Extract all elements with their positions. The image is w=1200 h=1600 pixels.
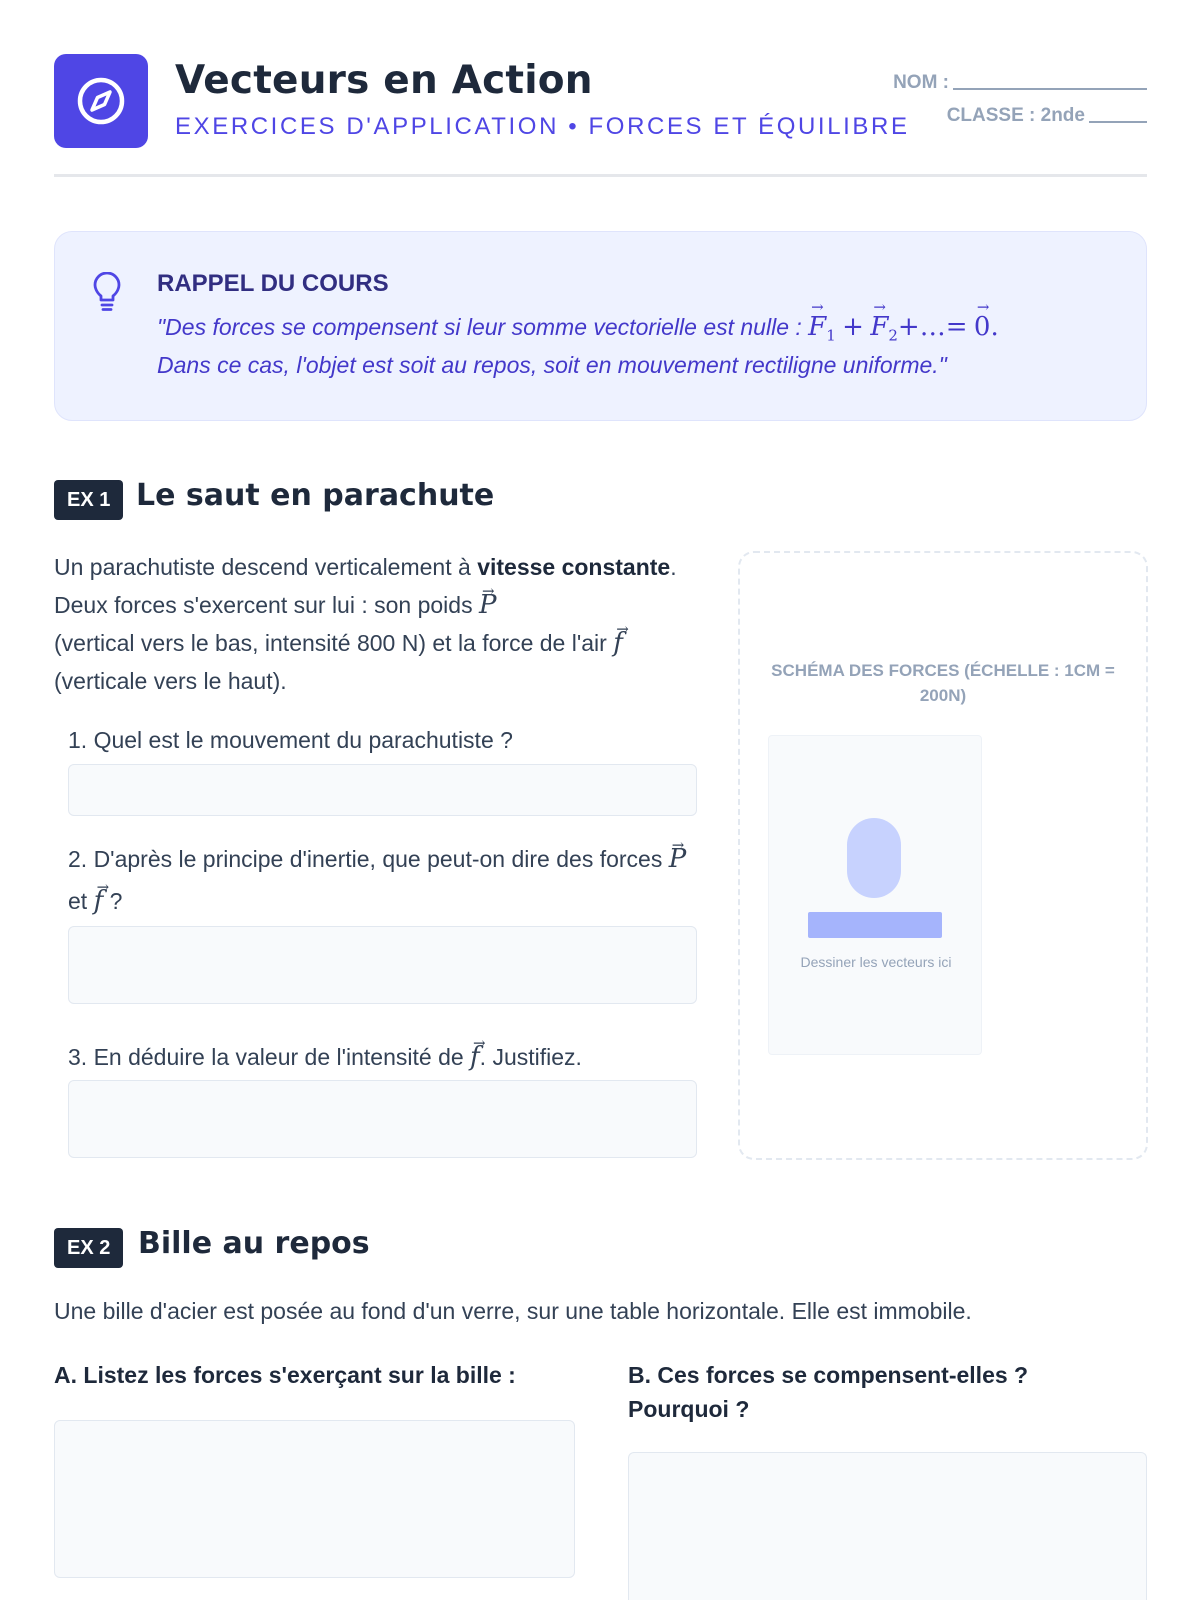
diagram-title: SCHÉMA DES FORCES (ÉCHELLE : 1CM = 200N) (771, 661, 1115, 705)
recall-line-1-text: "Des forces se compensent si leur somme vectorielle est nulle : (157, 314, 802, 340)
exercise-tag: EX 2 (54, 1228, 123, 1268)
exercise-title: Bille au repos (138, 1226, 370, 1261)
name-field[interactable] (893, 72, 1147, 94)
answer-box-b[interactable] (628, 1452, 1147, 1600)
question-1: 1. Quel est le mouvement du parachutiste ? (68, 727, 513, 753)
recall-line-2: Dans ce cas, l'objet est soit au repos, soit en mouvement rectiligne uniforme." (157, 352, 947, 378)
vector-p-symbol: → P (479, 586, 497, 624)
question-2-text: et (68, 888, 88, 914)
class-blank-line (1089, 121, 1147, 123)
formula-vector-f: → F (870, 312, 888, 342)
recall-title: RAPPEL DU COURS (157, 270, 389, 297)
parachutist-drawing-card[interactable] (768, 735, 982, 1055)
formula-vector-f: → F (808, 312, 826, 342)
intro-bold-text: vitesse constante (477, 554, 671, 580)
page-title: Vecteurs en Action (175, 58, 593, 103)
exercise-title: Le saut en parachute (136, 478, 495, 513)
diagram-caption: Dessiner les vecteurs ici (800, 954, 952, 970)
question-3-text: 3. En déduire la valeur de l'intensité de (68, 1044, 464, 1070)
course-recall-box (54, 231, 1147, 421)
vector-f-symbol: → f (613, 624, 623, 662)
logo (54, 54, 148, 148)
exercise-intro (54, 548, 714, 700)
answer-box-1[interactable] (68, 764, 697, 816)
question-a: A. Listez les forces s'exerçant sur la bille : (54, 1362, 516, 1388)
class-label: CLASSE : 2nde (946, 105, 1085, 126)
vector-f-symbol: → f (94, 880, 104, 922)
name-label: NOM : (893, 72, 949, 93)
page-subtitle: EXERCICES D'APPLICATION • FORCES ET ÉQUILIBRE (175, 113, 910, 140)
intro-text: (vertical vers le bas, intensité 800 N) et la force de l'air (54, 630, 607, 656)
header-divider (54, 174, 1147, 177)
answer-box-3[interactable] (68, 1080, 697, 1158)
exercise-tag: EX 1 (54, 480, 123, 520)
intro-text: . Deux forces s'exercent sur lui : son poids (54, 554, 677, 618)
formula-vector-zero: → 0 (974, 312, 991, 342)
answer-box-2[interactable] (68, 926, 697, 1004)
question-b: B. Ces forces se compensent-elles ? Pourquoi ? (628, 1362, 1029, 1422)
vector-f-symbol: → f (470, 1036, 480, 1078)
intro-text: Un parachutiste descend verticalement à (54, 554, 471, 580)
lightbulb-icon (93, 272, 121, 317)
question-3 (68, 1036, 708, 1078)
vector-p-symbol: → P (669, 838, 687, 880)
question-2-text: ? (109, 888, 123, 914)
parachutist-body-shape (808, 912, 942, 938)
question-2 (68, 838, 708, 922)
answer-box-a[interactable] (54, 1420, 575, 1578)
intro-text: (verticale vers le haut). (54, 668, 287, 694)
class-field[interactable] (947, 105, 1147, 127)
question-3-text: . Justifiez. (479, 1044, 582, 1070)
force-diagram-area[interactable] (738, 551, 1148, 1160)
name-blank-line (953, 88, 1147, 90)
parachutist-head-shape (847, 818, 901, 898)
question-2-text: 2. D'après le principe d'inertie, que peut-on dire des forces (68, 846, 663, 872)
recall-line-1: "Des forces se compensent si leur somme vectorielle est nulle : → $F_1$ + → $F_2+\dots= \to 0$. (157, 312, 999, 345)
exercise-intro: Une bille d'acier est posée au fond d'un verre, sur une table horizontale. Elle est immobile. (54, 1298, 972, 1324)
